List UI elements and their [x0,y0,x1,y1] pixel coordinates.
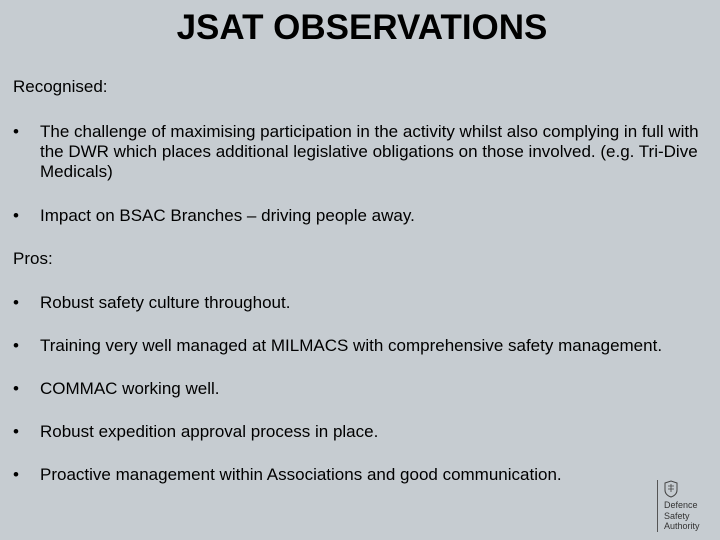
bullet-dot: • [13,293,19,312]
crest-icon [664,480,678,498]
dsa-logo [657,478,717,534]
bullet-item [13,293,713,313]
bullet-item [13,122,713,182]
bullet-item [13,422,713,442]
logo-line: Authority [664,521,700,531]
bullet-dot: • [13,379,19,398]
bullet-dot: • [13,206,19,225]
section-heading-pros: Pros: [13,249,53,268]
section-heading-recognised: Recognised: [13,77,108,96]
bullet-text: Robust expedition approval process in place. [40,422,379,441]
bullet-dot: • [13,465,19,484]
bullet-item [13,379,713,399]
slide-title: JSAT OBSERVATIONS [176,8,548,47]
bullet-item [13,336,713,356]
logo-divider [657,480,658,532]
logo-text [664,500,700,532]
bullet-text: The challenge of maximising participation in the activity whilst also complying in full with the DWR which places additional legislative obligations on those involved. (e.g. Tri-Dive Medicals) [40,122,699,181]
bullet-text: COMMAC working well. [40,379,220,398]
bullet-text: Impact on BSAC Branches – driving people away. [40,206,415,225]
bullet-dot: • [13,422,19,441]
bullet-text: Proactive management within Associations and good communication. [40,465,562,484]
bullet-item [13,465,713,485]
bullet-text: Training very well managed at MILMACS with comprehensive safety management. [40,336,663,355]
logo-line: Safety [664,510,690,521]
logo-line: Defence [664,500,698,510]
bullet-dot: • [13,336,19,355]
bullet-item [13,206,713,226]
bullet-dot: • [13,122,19,141]
bullet-text: Robust safety culture throughout. [40,293,291,312]
